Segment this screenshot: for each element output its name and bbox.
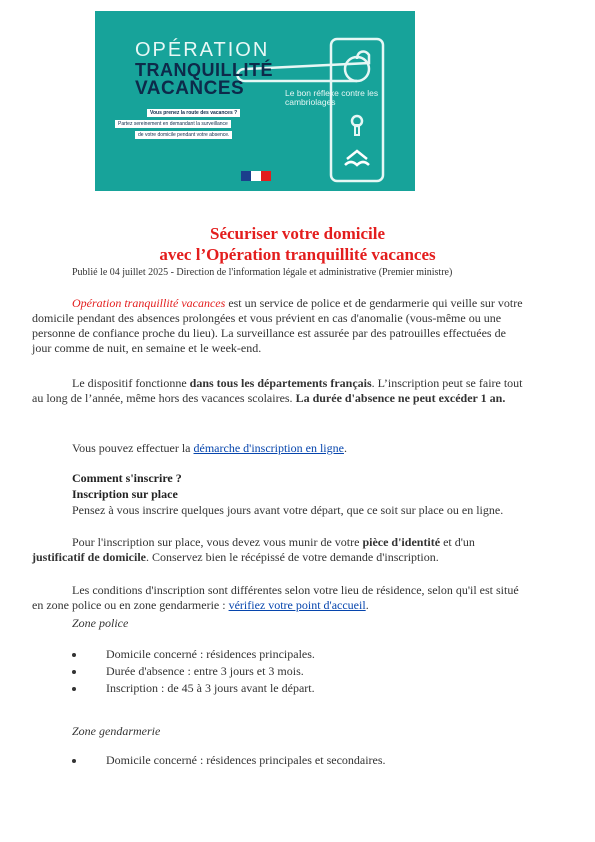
p2-text-c: et d'un [440, 535, 475, 549]
banner-tag-line1: Partez sereinement en demandant la surveillance [115, 120, 231, 128]
dispositif-text-a: Le dispositif fonctionne [72, 376, 190, 390]
list-item: Domicile concerné : résidences principales. [72, 646, 315, 663]
dispositif-paragraph [32, 376, 525, 406]
dispositif-bold-d: La durée d'absence ne peut excéder 1 an. [295, 391, 506, 405]
intro-text: est un service de police et de gendarmerie qui veille sur votre domicile pendant des absences prolongées et vous prévient en cas d'anomalie (vous-même ou une personne de confiance proche du lieu). La surveillance est assurée par des patrouilles effectuées de jour comme de nuit, en semaine et le week-end. [32, 296, 523, 355]
p3-text-a: Les conditions d'inscription sont différentes selon votre lieu de résidence, selon qu'il est situé en zone police ou en zone gendarmerie : [32, 583, 519, 612]
demarche-post: . [343, 441, 347, 455]
demarche-paragraph [32, 441, 525, 456]
p2-bold-identite: pièce d'identité [362, 535, 441, 549]
zone-gendarmerie-label: Zone gendarmerie [72, 724, 161, 738]
list-item: Domicile concerné : résidences principales et secondaires. [72, 752, 386, 769]
intro-paragraph [32, 296, 525, 356]
inscription-paragraph-1: Pensez à vous inscrire quelques jours avant votre départ, que ce soit sur place ou en ligne. [72, 503, 504, 517]
dispositif-bold-b: dans tous les départements français [189, 376, 372, 390]
how-heading: Comment s'inscrire ? [72, 471, 182, 485]
demarche-link[interactable]: démarche d'inscription en ligne [193, 441, 344, 455]
p2-bold-justificatif: justificatif de domicile [32, 550, 146, 564]
p3-text-b: . [365, 598, 369, 612]
p2-text-a: Pour l'inscription sur place, vous devez vous munir de votre [72, 535, 363, 549]
page-title-line2: avec l’Opération tranquillité vacances [159, 245, 436, 264]
list-item: Durée d'absence : entre 3 jours et 3 mois. [72, 663, 315, 680]
banner-image [95, 11, 415, 191]
banner-slogan: Le bon réflexe contre les cambriolages [285, 88, 379, 107]
point-accueil-link[interactable]: vérifiez votre point d'accueil [228, 598, 366, 612]
intro-lead: Opération tranquillité vacances [72, 296, 226, 310]
zone-police-list [72, 646, 315, 697]
publication-info: Publié le 04 juillet 2025 - Direction de l'information légale et administrative (Premier ministre) [72, 267, 453, 278]
zone-police-label: Zone police [72, 616, 129, 630]
inscription-subheading: Inscription sur place [72, 487, 178, 501]
banner-title-vacances: VACANCES [135, 78, 245, 99]
banner-title-operation: OPÉRATION [135, 39, 270, 61]
banner-title-tranquillite: TRANQUILLITÉ [135, 60, 273, 80]
dispositif-text-c: . L’inscription peut se faire tout au long de l’année, même hors des vacances scolaires. [32, 376, 523, 405]
zone-gendarmerie-list [72, 752, 386, 769]
page-title-line1: Sécuriser votre domicile [210, 224, 385, 243]
banner-tag-question: Vous prenez la route des vacances ? [147, 109, 240, 117]
demarche-pre: Vous pouvez effectuer la [72, 441, 194, 455]
inscription-paragraph-3 [32, 583, 525, 613]
inscription-paragraph-2 [32, 535, 525, 565]
banner-tag-line2: de votre domicile pendant votre absence. [135, 131, 232, 139]
p2-text-e: . Conservez bien le récépissé de votre demande d'inscription. [145, 550, 439, 564]
republique-francaise-logo [241, 171, 271, 181]
list-item: Inscription : de 45 à 3 jours avant le départ. [72, 680, 315, 697]
